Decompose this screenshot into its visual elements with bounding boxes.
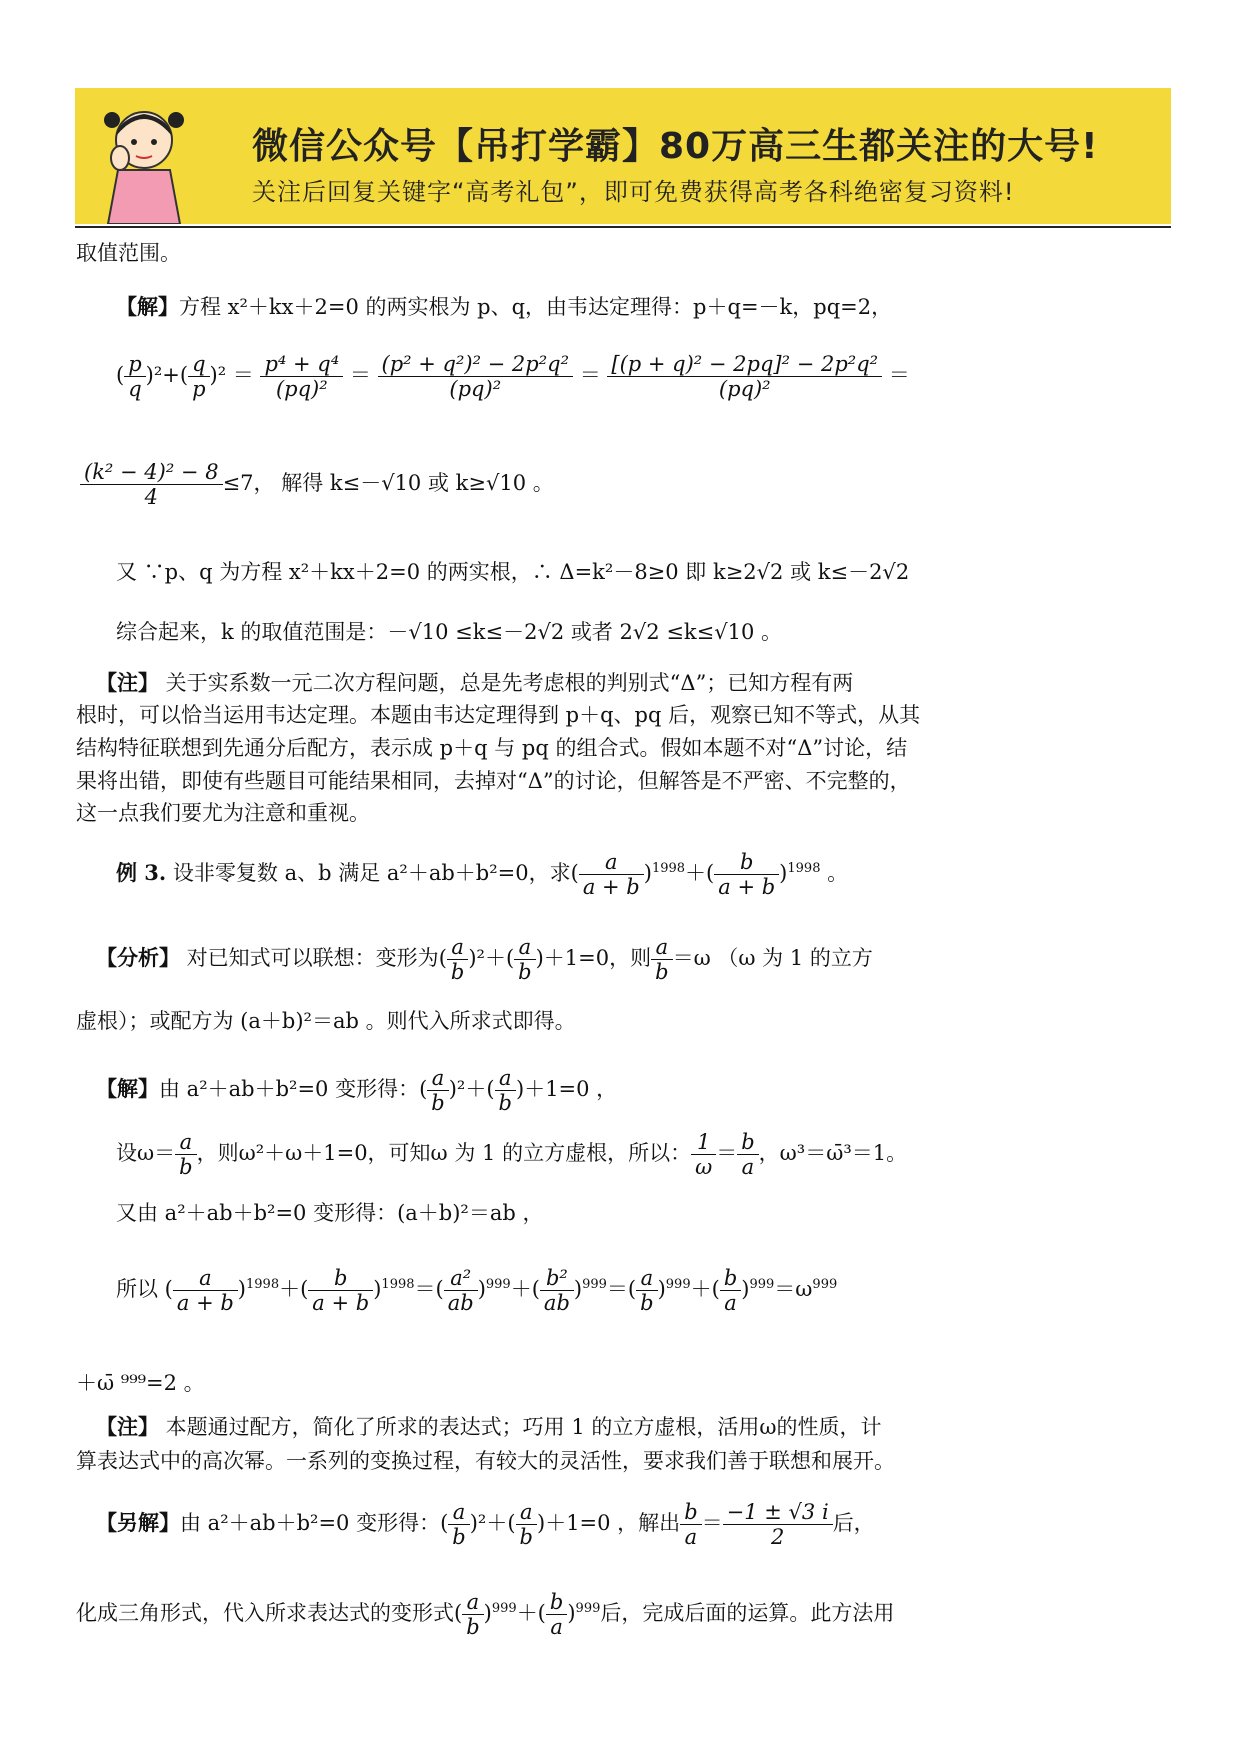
note-tag: 【注】: [96, 670, 159, 695]
alt-solution-line: 化成三角形式，代入所求表达式的变形式( $\frac{a}{b}$ )$^{999}$＋( $\frac{b}{a}$ )$^{999}$后，完成后面的运算。此方法用: [76, 1590, 895, 1639]
solution-line: 所以 ( $\frac{a}{a + b}$ )$^{1998}$＋( $\frac{b}{a + b}$ )$^{1998}$＝( $\frac{\text{a²}}{ab}$ )$^{999}$＋( $\frac{\text{b²}}{ab}$ )$^{999}$＝( $\frac{a}{b}$ )$^{999}$＋( $\frac{b}{a}$ )$^{999}=\omega^{999}$: [116, 1266, 838, 1315]
inequality-text: ≤7， 解得 k≤－√10 或 k≥√10 。: [222, 471, 554, 495]
note-text: 关于实系数一元二次方程问题，总是先考虑根的判别式“Δ”；已知方程有两: [159, 671, 854, 695]
formula-row: ( $\frac{p}{q}$ )²+( $\frac{q}{p}$ )² ＝ $\frac{\text{p⁴ + q⁴}}{\text{(pq)²}}$ ＝ $\frac{\text{(p² + q²)² − 2p²q²}}{\text{(pq)²}}$ ＝ $\frac{\text{[(p + q)² − 2pq]² − 2p²q²}}{\text{(pq)²}}$ ＝: [116, 352, 910, 401]
analysis-text: 对已知式可以联想：变形为: [180, 946, 439, 970]
solution-line: 又由 a²＋ab＋b²=0 变形得：(a＋b)²＝ab ，: [116, 1201, 544, 1225]
note-text: 本题通过配方，简化了所求的表达式；巧用 1 的立方虚根，活用ω的性质，计: [159, 1415, 882, 1439]
note-line: [96, 1412, 882, 1442]
note-line: 算表达式中的高次幂。一系列的变换过程，有较大的灵活性，要求我们善于联想和展开。: [76, 1449, 895, 1473]
banner-subtitle: 关注后回复关键字“高考礼包”，即可免费获得高考各科绝密复习资料!: [252, 178, 1015, 206]
example-tag: 例 3.: [116, 860, 167, 885]
solution-line: 【解】由 a²＋ab＋b²=0 变形得：( $\frac{a}{b}$ )²＋( $\frac{a}{b}$ )＋1=0 ，: [96, 1066, 618, 1115]
solution-line: [116, 292, 892, 322]
note-line: 果将出错，即使有些题目可能结果相同，去掉对“Δ”的讨论，但解答是不严密、不完整的，: [76, 769, 911, 793]
alt-solution-text: 化成三角形式，代入所求表达式的变形式: [76, 1601, 454, 1625]
banner-title: 微信公众号【吊打学霸】80万高三生都关注的大号!: [252, 126, 1099, 167]
solution-tag: 【解】: [116, 294, 179, 319]
note-line: 这一点我们要尤为注意和重视。: [76, 801, 370, 825]
solution-text: 由 a²＋ab＋b²=0 变形得：: [159, 1077, 420, 1101]
solution-tag: 【解】: [96, 1076, 159, 1101]
note-line: 根时，可以恰当运用韦达定理。本题由韦达定理得到 p＋q、pq 后，观察已知不等式，从其: [76, 703, 921, 727]
note-line: 结构特征联想到先通分后配方，表示成 p＋q 与 pq 的组合式。假如本题不对“Δ”讨论，结: [76, 736, 908, 760]
solution-line: ＋ω̄ ⁹⁹⁹=2 。: [76, 1371, 205, 1395]
analysis-tag: 【分析】: [96, 945, 180, 970]
note-line: [96, 668, 853, 698]
example-line: 例 3. 设非零复数 a、b 满足 a²＋ab＋b²=0，求( $\frac{a}{a + b}$ )$^{1998}$＋( $\frac{b}{a + b}$ )$^{1998}$ 。: [116, 850, 849, 899]
solution-text: 所以: [116, 1277, 158, 1301]
text-line: 取值范围。: [76, 241, 181, 265]
text-line: 综合起来，k 的取值范围是：－√10 ≤k≤－2√2 或者 2√2 ≤k≤√10 。: [116, 620, 783, 644]
analysis-line: 【分析】 对已知式可以联想：变形为( $\frac{a}{b}$ )²＋( $\frac{a}{b}$ )＋1=0，则 $\frac{a}{b}$ ＝ω （ω 为 1 的立方: [96, 935, 873, 984]
alt-solution-text: 由 a²＋ab＋b²=0 变形得：: [180, 1511, 441, 1535]
text-line: 又 ∵p、q 为方程 x²＋kx＋2=0 的两实根，∴ Δ=k²－8≥0 即 k≥2√2 或 k≤－2√2: [116, 560, 910, 584]
alt-solution-tag: 【另解】: [96, 1510, 180, 1535]
example-text: 设非零复数 a、b 满足 a²＋ab＋b²=0，求: [166, 861, 571, 885]
solution-line: 设ω＝ $\frac{a}{b}$ ，则ω²＋ω＋1=0，可知ω 为 1 的立方虚根，所以： $\frac{1}{\omega}$ ＝ $\frac{b}{a}$ ，ω³＝ω̄³＝1。: [116, 1130, 908, 1179]
cartoon-girl-icon: [98, 100, 190, 224]
alt-solution-line: 【另解】由 a²＋ab＋b²=0 变形得：( $\frac{a}{b}$ )²＋( $\frac{a}{b}$ )＋1=0 ，解出 $\frac{b}{a}$ ＝ $\frac{-1 \pm √3 i}{2}$ 后，: [96, 1500, 875, 1549]
solution-text: 方程 x²＋kx＋2=0 的两实根为 p、q，由韦达定理得：p＋q=－k，pq=2，: [179, 295, 893, 319]
formula-row: $\frac{\text{(k² − 4)² − 8}}{4}$ ≤7， 解得 k≤－√10 或 k≥√10 。: [80, 460, 554, 509]
note-tag: 【注】: [96, 1414, 159, 1439]
analysis-line: 虚根）；或配方为 (a＋b)²＝ab 。则代入所求式即得。: [76, 1009, 576, 1033]
solution-text: 设ω＝: [116, 1141, 176, 1165]
header-rule: [75, 226, 1171, 228]
